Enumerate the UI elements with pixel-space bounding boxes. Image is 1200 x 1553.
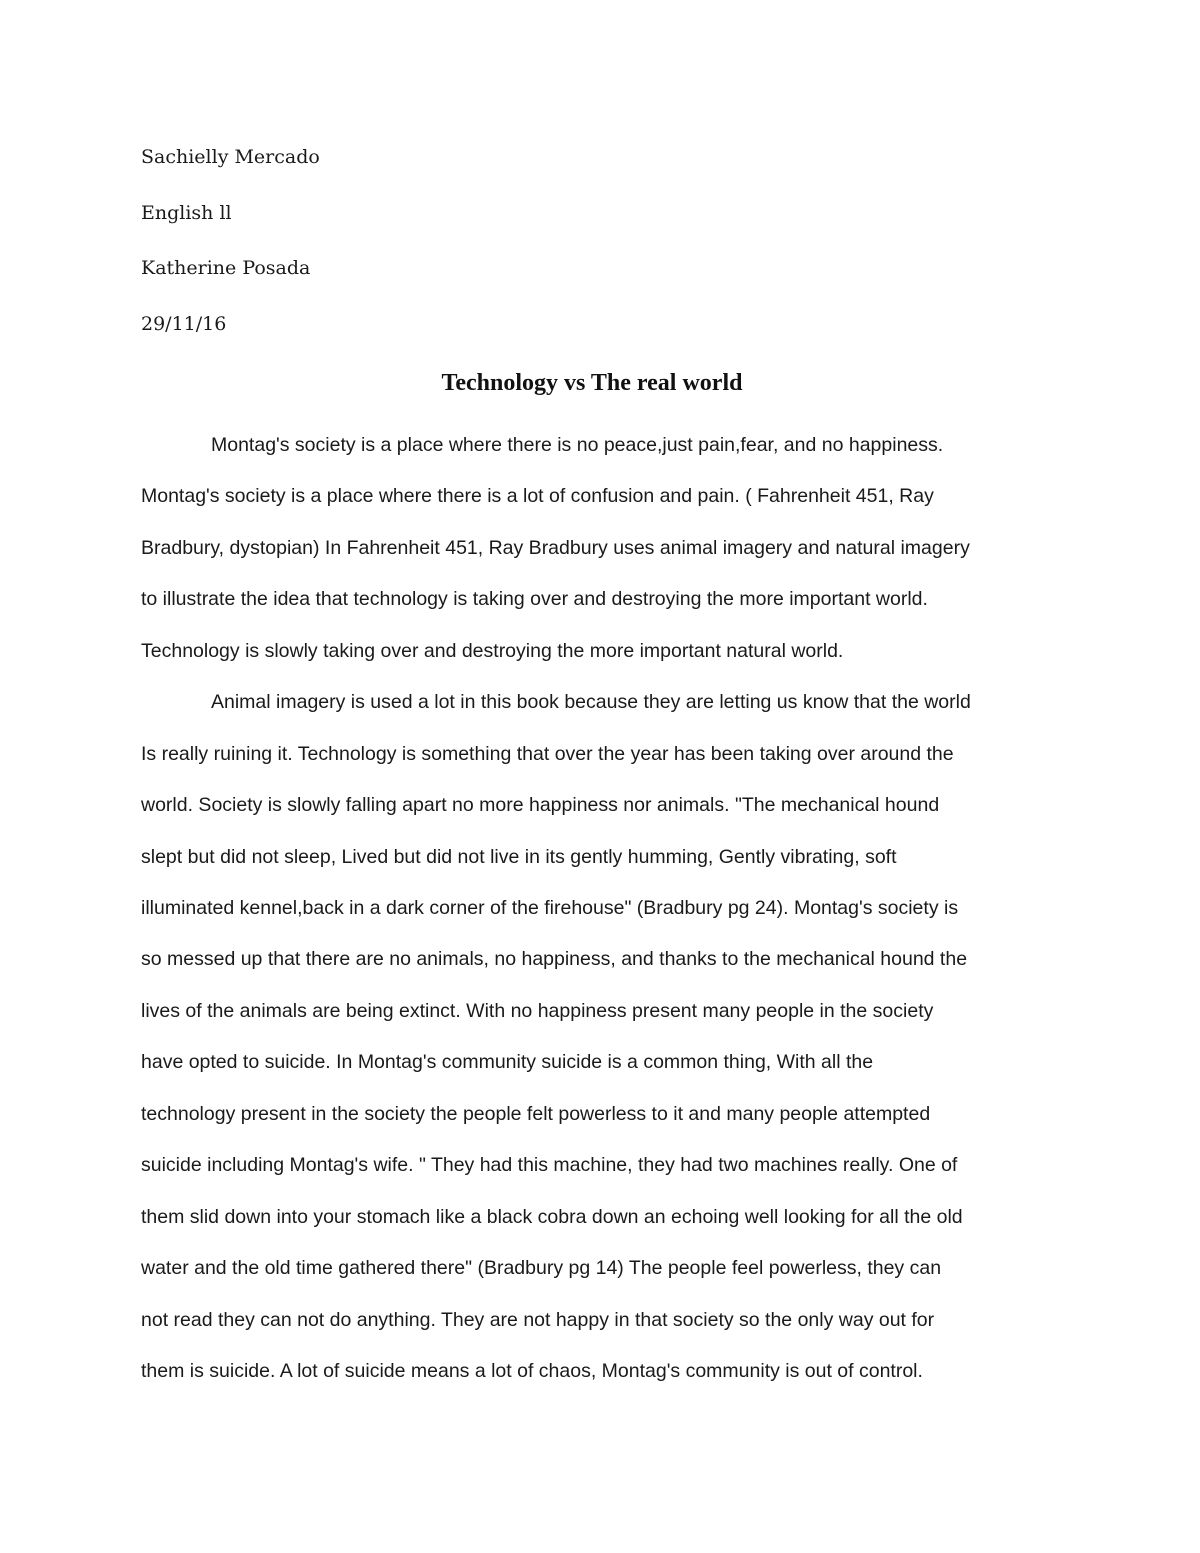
paragraph-line: Bradbury, dystopian) In Fahrenheit 451, Ray Bradbury uses animal imagery and natural imagery [141,537,970,559]
paragraph-line: world. Society is slowly falling apart no more happiness nor animals. "The mechanical hound [141,794,940,816]
essay-title: Technology vs The real world [441,370,743,396]
paragraph-line: water and the old time gathered there" (Bradbury pg 14) The people feel powerless, they can [141,1257,942,1279]
paragraph-line: suicide including Montag's wife. " They had this machine, they had two machines really. One of [141,1154,958,1176]
paragraph-line: them slid down into your stomach like a black cobra down an echoing well looking for all the old [141,1206,963,1228]
paragraph-line: Is really ruining it. Technology is something that over the year has been taking over around the [141,743,954,765]
course-name: English ll [141,202,232,224]
paragraph-line: Animal imagery is used a lot in this book because they are letting us know that the world [211,691,971,713]
paragraph-line: Montag's society is a place where there is no peace,just pain,fear, and no happiness. [211,434,944,456]
paragraph-line: Technology is slowly taking over and destroying the more important natural world. [141,640,844,662]
paragraph-line: so messed up that there are no animals, no happiness, and thanks to the mechanical hound the [141,948,968,970]
paragraph-line: have opted to suicide. In Montag's community suicide is a common thing, With all the [141,1051,874,1073]
paragraph-line: lives of the animals are being extinct. With no happiness present many people in the society [141,1000,934,1022]
teacher-name: Katherine Posada [141,257,311,279]
date: 29/11/16 [141,313,227,335]
paragraph-line: not read they can not do anything. They are not happy in that society so the only way out for [141,1309,935,1331]
paragraph-line: technology present in the society the people felt powerless to it and many people attempted [141,1103,931,1125]
paragraph-line: to illustrate the idea that technology is taking over and destroying the more important world. [141,588,928,610]
paragraph-line: illuminated kennel,back in a dark corner of the firehouse" (Bradbury pg 24). Montag's society is [141,897,959,919]
paragraph-line: slept but did not sleep, Lived but did not live in its gently humming, Gently vibrating, soft [141,846,897,868]
student-name: Sachielly Mercado [141,146,320,168]
paragraph-line: them is suicide. A lot of suicide means a lot of chaos, Montag's community is out of control. [141,1360,923,1382]
paragraph-line: Montag's society is a place where there is a lot of confusion and pain. ( Fahrenheit 451, Ray [141,485,934,507]
